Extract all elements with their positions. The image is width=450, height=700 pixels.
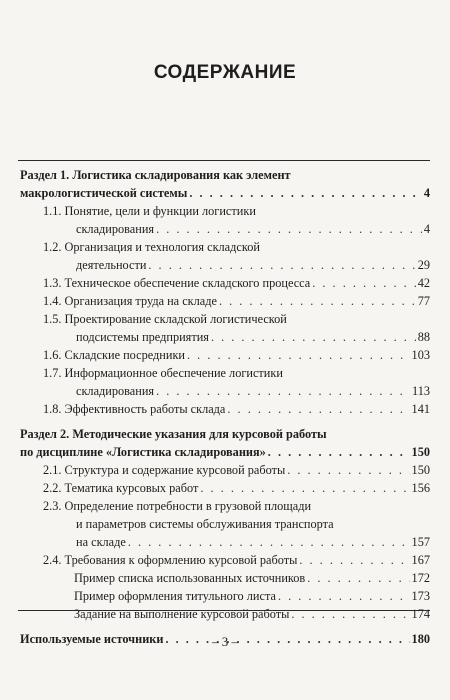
toc-entry-number: 1.5. (43, 312, 62, 326)
page-number: – 3 – (212, 634, 238, 649)
toc-entry-text: Задание на выполнение курсовой работы (74, 607, 290, 621)
toc-entry-1-1[interactable] (43, 202, 430, 238)
toc-entry-text: Раздел 1. Логистика складирования как элемент (20, 168, 291, 182)
leader-dots (156, 220, 422, 238)
leader-dots (200, 479, 409, 497)
toc-entry-number: 1.2. (43, 240, 62, 254)
page-title: СОДЕРЖАНИЕ (153, 62, 297, 83)
toc-entry-text: Организация и технология складской (64, 240, 260, 254)
toc-entry-2-3[interactable] (43, 497, 430, 551)
toc-entry-text: Используемые источники (20, 632, 164, 646)
toc-page-number: 42 (417, 276, 430, 290)
leader-dots (189, 184, 421, 202)
toc-page-number: 88 (417, 330, 430, 344)
toc-entry-text: и параметров системы обслуживания транспорта (76, 517, 334, 531)
table-of-contents (0, 166, 450, 648)
toc-entry-text: Техническое обеспечение складского процесса (64, 276, 311, 290)
toc-entry-sample-title-page[interactable] (74, 587, 430, 605)
toc-entry-text: складирования (76, 384, 155, 398)
toc-page-number: 180 (411, 632, 430, 646)
toc-page-number: 173 (411, 589, 430, 603)
toc-page-number: 156 (411, 481, 430, 495)
toc-page-number: 77 (417, 294, 430, 308)
toc-entry-1-3[interactable] (43, 274, 430, 292)
toc-entry-number: 1.6. (43, 348, 62, 362)
leader-dots (287, 461, 409, 479)
toc-entry-text: Пример оформления титульного листа (74, 589, 276, 603)
toc-entry-1-6[interactable] (43, 346, 430, 364)
toc-entry-number: 1.8. (43, 402, 62, 416)
toc-entry-text: на складе (76, 535, 126, 549)
toc-page-number: 150 (411, 445, 430, 459)
toc-page-number: 103 (411, 348, 430, 362)
toc-entry-text: Проектирование складской логистической (64, 312, 287, 326)
toc-entry-number: 2.3. (43, 499, 62, 513)
toc-entry-2-4[interactable] (43, 551, 430, 569)
toc-entry-number: 2.4. (43, 553, 62, 567)
leader-dots (278, 587, 410, 605)
toc-page-number: 174 (411, 607, 430, 621)
leader-dots (187, 346, 410, 364)
leader-dots (312, 274, 415, 292)
leader-dots (227, 400, 409, 418)
bottom-rule (18, 610, 430, 611)
toc-entry-text: макрологистической системы (20, 186, 188, 200)
toc-entry-1-7[interactable] (43, 364, 430, 400)
toc-entry-number: 2.2. (43, 481, 62, 495)
toc-entry-text: Складские посредники (64, 348, 186, 362)
toc-page-number: 4 (423, 222, 430, 236)
toc-entry-text: по дисциплине «Логистика складирования» (20, 445, 266, 459)
toc-entry-assignment[interactable] (74, 605, 430, 623)
toc-entry-text: Организация труда на складе (64, 294, 217, 308)
toc-section-2[interactable] (20, 425, 430, 461)
toc-page-number: 113 (412, 384, 430, 398)
leader-dots (128, 533, 410, 551)
leader-dots (156, 382, 410, 400)
toc-entry-number: 1.7. (43, 366, 62, 380)
toc-entry-text: Определение потребности в грузовой площади (64, 499, 312, 513)
leader-dots (299, 551, 409, 569)
leader-dots (211, 328, 416, 346)
toc-entry-text: Эффективность работы склада (64, 402, 226, 416)
toc-page-number: 4 (423, 186, 430, 200)
toc-entry-1-2[interactable] (43, 238, 430, 274)
toc-entry-text: складирования (76, 222, 155, 236)
toc-entry-number: 1.1. (43, 204, 62, 218)
toc-page-number: 172 (411, 571, 430, 585)
toc-page-number: 141 (411, 402, 430, 416)
leader-dots (268, 443, 410, 461)
leader-dots (307, 569, 409, 587)
toc-entry-text: Раздел 2. Методические указания для курсовой работы (20, 427, 327, 441)
toc-entry-text: Понятие, цели и функции логистики (64, 204, 256, 218)
toc-page-number: 150 (411, 463, 430, 477)
toc-entry-text: деятельности (76, 258, 147, 272)
leader-dots (219, 292, 416, 310)
toc-entry-text: Информационное обеспечение логистики (64, 366, 283, 380)
toc-entry-text: Требования к оформлению курсовой работы (64, 553, 298, 567)
toc-page-number: 29 (417, 258, 430, 272)
toc-entry-sample-sources[interactable] (74, 569, 430, 587)
toc-entry-number: 1.3. (43, 276, 62, 290)
toc-entry-number: 2.1. (43, 463, 62, 477)
toc-entry-2-2[interactable] (43, 479, 430, 497)
toc-entry-number: 1.4. (43, 294, 62, 308)
toc-entry-text: Пример списка использованных источников (74, 571, 306, 585)
toc-entry-text: Тематика курсовых работ (64, 481, 199, 495)
toc-section-1[interactable] (20, 166, 430, 202)
toc-entry-1-8[interactable] (43, 400, 430, 418)
leader-dots (291, 605, 409, 623)
toc-entry-text: Структура и содержание курсовой работы (64, 463, 286, 477)
toc-page-number: 157 (411, 535, 430, 549)
toc-entry-1-5[interactable] (43, 310, 430, 346)
toc-entry-2-1[interactable] (43, 461, 430, 479)
toc-entry-text: подсистемы предприятия (76, 330, 209, 344)
toc-entry-1-4[interactable] (43, 292, 430, 310)
top-rule (18, 160, 430, 161)
toc-page-number: 167 (411, 553, 430, 567)
leader-dots (148, 256, 415, 274)
